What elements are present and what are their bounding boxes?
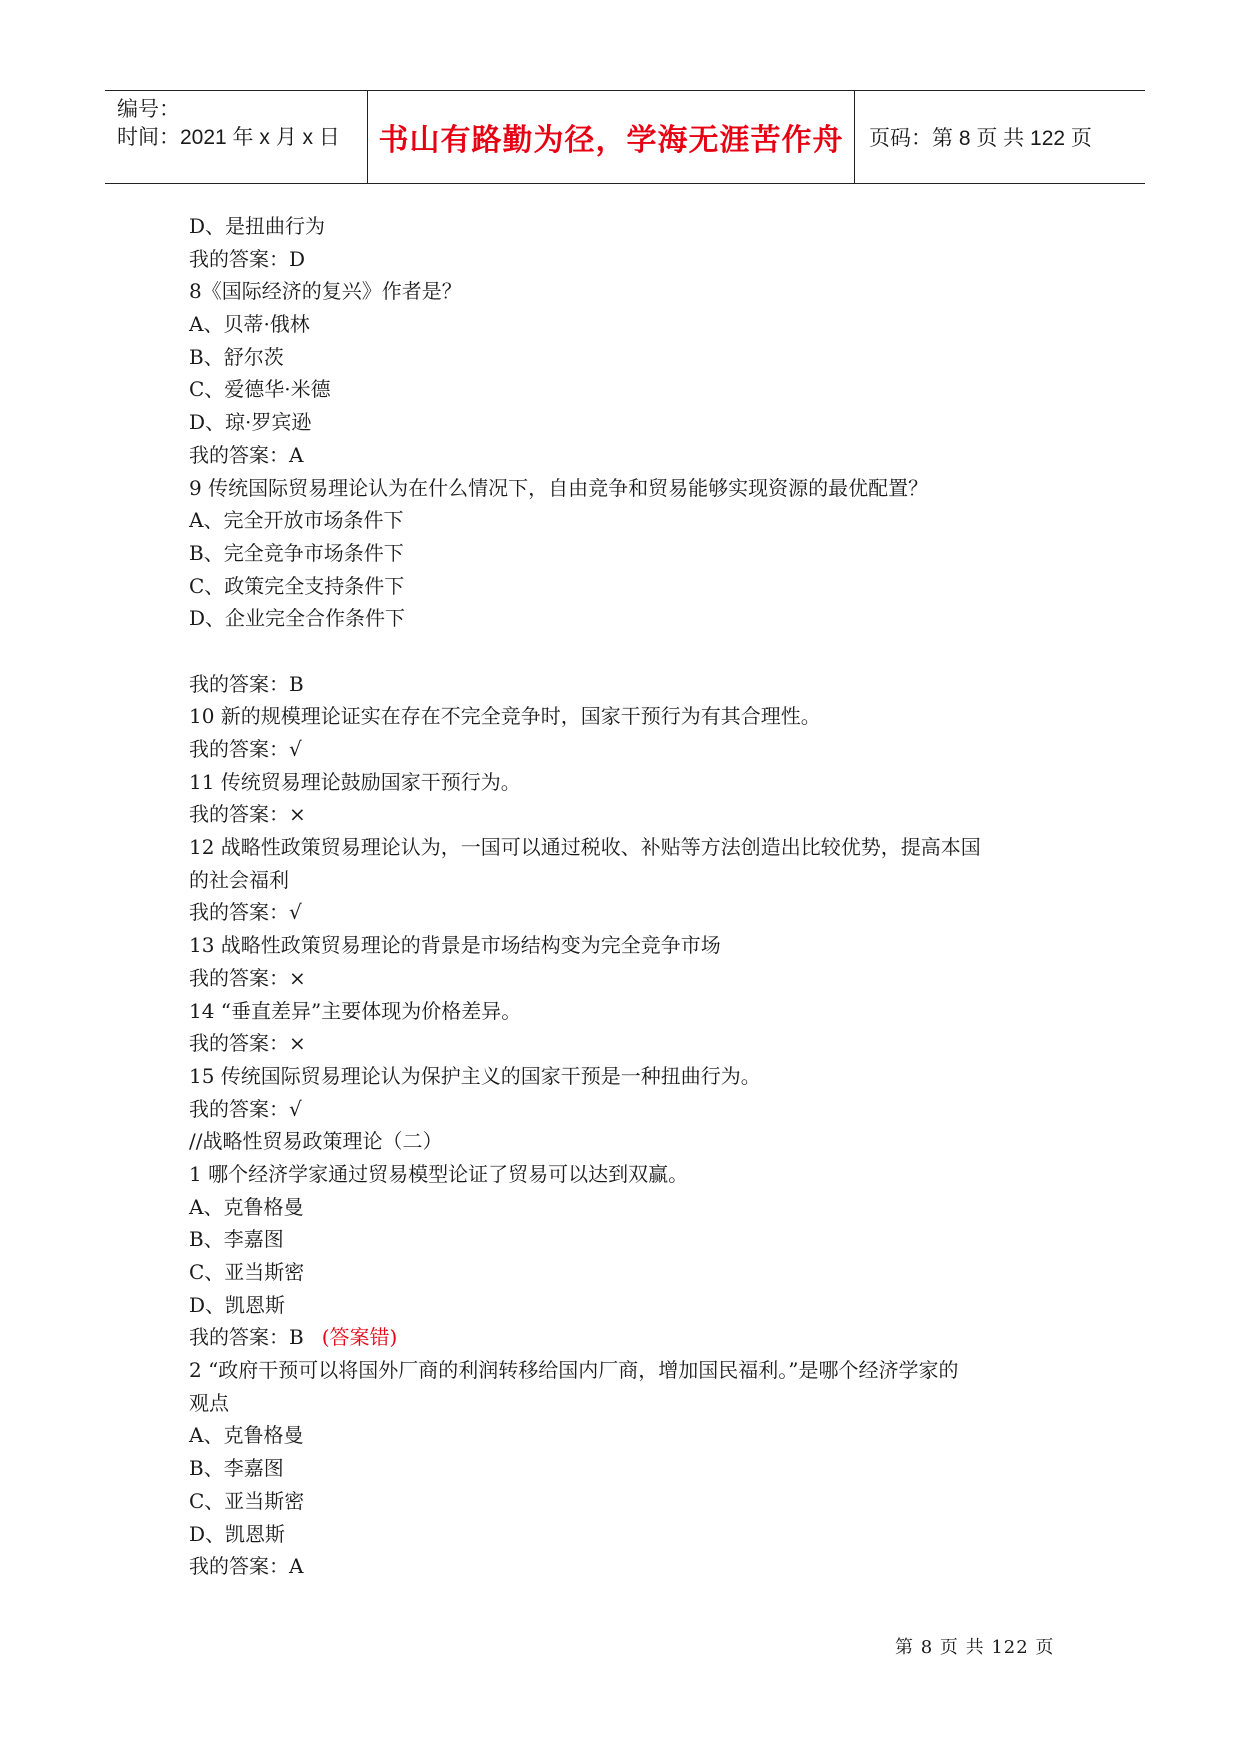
line-text: C、亚当斯密 — [189, 1260, 305, 1284]
header-motto-cell — [368, 91, 855, 183]
line-text: B、李嘉图 — [189, 1227, 284, 1252]
line-text: 我的答案：× — [189, 1031, 306, 1056]
line-text: C、爱德华·米德 — [189, 377, 331, 402]
text-line — [189, 700, 1069, 733]
line-text: 我的答案：B — [189, 1325, 304, 1350]
line-text: A、完全开放市场条件下 — [189, 508, 404, 533]
text-line — [189, 1485, 1069, 1518]
line-text: B、李嘉图 — [189, 1456, 284, 1481]
line-text: 12 战略性政策贸易理论认为，一国可以通过税收、补贴等方法创造出比较优势，提高本国 — [189, 835, 981, 860]
text-line — [189, 1093, 1069, 1126]
line-text: 我的答案：√ — [189, 1096, 302, 1121]
line-text: B、完全竞争市场条件下 — [189, 540, 404, 565]
line-text: D、琼·罗宾逊 — [189, 410, 312, 435]
header-page-info: 页码：第 8 页 共 122 页 — [869, 127, 1092, 150]
line-text: 11 传统贸易理论鼓励国家干预行为。 — [189, 769, 521, 794]
wrong-answer-note: (答案错) — [321, 1325, 398, 1350]
text-line — [189, 439, 1069, 472]
line-text: 我的答案：A — [189, 1554, 304, 1579]
line-text: A、克鲁格曼 — [189, 1194, 304, 1219]
line-text: 我的答案：D — [189, 246, 306, 271]
line-text: 我的答案：√ — [189, 737, 302, 761]
text-line — [189, 962, 1069, 995]
text-line — [189, 1125, 1069, 1158]
text-line — [189, 1060, 1069, 1093]
text-line — [189, 864, 1069, 897]
text-line — [189, 1550, 1069, 1583]
line-text: 14 “垂直差异”主要体现为价格差异。 — [189, 998, 522, 1023]
line-text: 9 传统国际贸易理论认为在什么情况下，自由竞争和贸易能够实现资源的最优配置？ — [189, 475, 929, 500]
text-line — [189, 1321, 1069, 1354]
line-text: 我的答案：× — [189, 965, 306, 990]
line-text: 1 哪个经济学家通过贸易模型论证了贸易可以达到双赢。 — [189, 1161, 689, 1186]
line-text: D、是扭曲行为 — [189, 214, 326, 238]
blank-line — [189, 635, 1069, 668]
text-line — [189, 210, 1069, 243]
text-line — [189, 1289, 1069, 1322]
line-text: D、凯恩斯 — [189, 1292, 286, 1317]
line-text: 8《国际经济的复兴》作者是？ — [189, 279, 462, 304]
text-line — [189, 570, 1069, 603]
header-page-cell — [855, 91, 1145, 183]
line-text: 13 战略性政策贸易理论的背景是市场结构变为完全竞争市场 — [189, 933, 721, 958]
text-line — [189, 896, 1069, 929]
text-line — [189, 929, 1069, 962]
line-text: A、贝蒂·俄林 — [189, 312, 310, 337]
text-line — [189, 602, 1069, 635]
text-line — [189, 995, 1069, 1028]
text-line — [189, 275, 1069, 308]
text-line — [189, 308, 1069, 341]
text-line — [189, 1027, 1069, 1060]
text-line — [189, 504, 1069, 537]
motto: 书山有路勤为径，学海无涯苦作舟 — [378, 123, 844, 158]
line-text: 我的答案：A — [189, 442, 304, 467]
text-line — [189, 1223, 1069, 1256]
page-footer: 第 8 页 共 122 页 — [895, 1637, 1055, 1658]
line-text: B、舒尔茨 — [189, 344, 284, 369]
text-line — [189, 668, 1069, 701]
page-header — [105, 90, 1145, 184]
text-line — [189, 472, 1069, 505]
line-text: A、克鲁格曼 — [189, 1423, 304, 1448]
text-line — [189, 537, 1069, 570]
text-line — [189, 341, 1069, 374]
time-label: 时间：2021 年 x 月 x 日 — [117, 126, 340, 149]
number-label: 编号： — [117, 98, 180, 121]
text-line — [189, 831, 1069, 864]
text-line — [189, 243, 1069, 276]
line-text: C、政策完全支持条件下 — [189, 573, 405, 598]
header-meta-cell — [105, 91, 368, 183]
line-text: 2 “政府干预可以将国外厂商的利润转移给国内厂商，增加国民福利。”是哪个经济学家的 — [189, 1358, 959, 1383]
line-text: 我的答案：√ — [189, 900, 302, 925]
line-text: 15 传统国际贸易理论认为保护主义的国家干预是一种扭曲行为。 — [189, 1063, 761, 1088]
text-line — [189, 1452, 1069, 1485]
text-line — [189, 1256, 1069, 1289]
line-text: //战略性贸易政策理论（二） — [189, 1129, 443, 1154]
line-text: 观点 — [189, 1390, 229, 1415]
text-line — [189, 798, 1069, 831]
line-text: D、企业完全合作条件下 — [189, 606, 406, 631]
line-text: 我的答案：× — [189, 802, 306, 827]
line-text: 的社会福利 — [189, 867, 289, 892]
document-body — [189, 210, 1069, 1583]
line-text: C、亚当斯密 — [189, 1488, 305, 1513]
text-line — [189, 373, 1069, 406]
text-line — [189, 1158, 1069, 1191]
text-line — [189, 406, 1069, 439]
text-line — [189, 1419, 1069, 1452]
text-line — [189, 766, 1069, 799]
text-line — [189, 1387, 1069, 1420]
line-text: 10 新的规模理论证实在存在不完全竞争时，国家干预行为有其合理性。 — [189, 704, 821, 729]
line-text: D、凯恩斯 — [189, 1521, 286, 1546]
line-text: 我的答案：B — [189, 671, 304, 696]
text-line — [189, 1354, 1069, 1387]
text-line — [189, 1191, 1069, 1224]
text-line — [189, 733, 1069, 766]
text-line — [189, 1518, 1069, 1551]
